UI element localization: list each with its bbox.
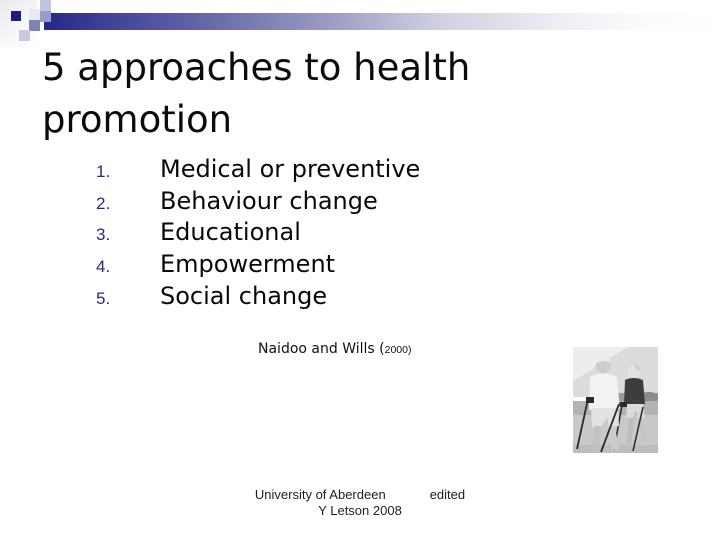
- title-bar-gradient: [44, 13, 720, 30]
- deco-square-slate: [40, 11, 51, 22]
- list-item-label: Empowerment: [160, 250, 336, 279]
- list-item-number: 2.: [96, 193, 111, 213]
- list-item-number: 4.: [96, 257, 111, 277]
- citation-year: 2000): [384, 344, 412, 356]
- citation-text: Naidoo and Wills (: [258, 341, 385, 357]
- list-item: [0, 281, 560, 313]
- list-item-number: 5.: [96, 288, 111, 308]
- footer-byline: Y Letson 2008: [318, 502, 402, 518]
- footer-line-1: [200, 487, 520, 503]
- citation: [258, 340, 411, 359]
- list-item: [0, 217, 560, 249]
- list-item-number: 3.: [96, 225, 111, 245]
- list-item-label: Social change: [160, 281, 328, 310]
- approaches-list: [0, 154, 560, 312]
- list-item: [0, 249, 560, 281]
- footer-org: University of Aberdeen: [254, 487, 386, 502]
- list-item: [0, 154, 560, 186]
- list-item-label: Behaviour change: [160, 186, 378, 215]
- slide-footer: [200, 487, 520, 518]
- nordic-walking-illustration: [573, 347, 658, 453]
- deco-square-navy: [11, 11, 21, 21]
- deco-square-white: [29, 9, 40, 20]
- slide-title: 5 approaches to health promotion: [42, 46, 471, 141]
- list-item-label: Medical or preventive: [160, 155, 421, 183]
- deco-square-bluegray: [29, 20, 40, 31]
- deco-square-lavender-bottom: [19, 30, 30, 41]
- footer-edited: edited: [429, 487, 466, 502]
- nordic-walking-photo: [573, 347, 658, 453]
- list-item-number: 1.: [96, 162, 111, 181]
- list-item: [0, 186, 560, 218]
- list-item-label: Educational: [160, 218, 301, 247]
- deco-square-lavender-top: [40, 0, 51, 11]
